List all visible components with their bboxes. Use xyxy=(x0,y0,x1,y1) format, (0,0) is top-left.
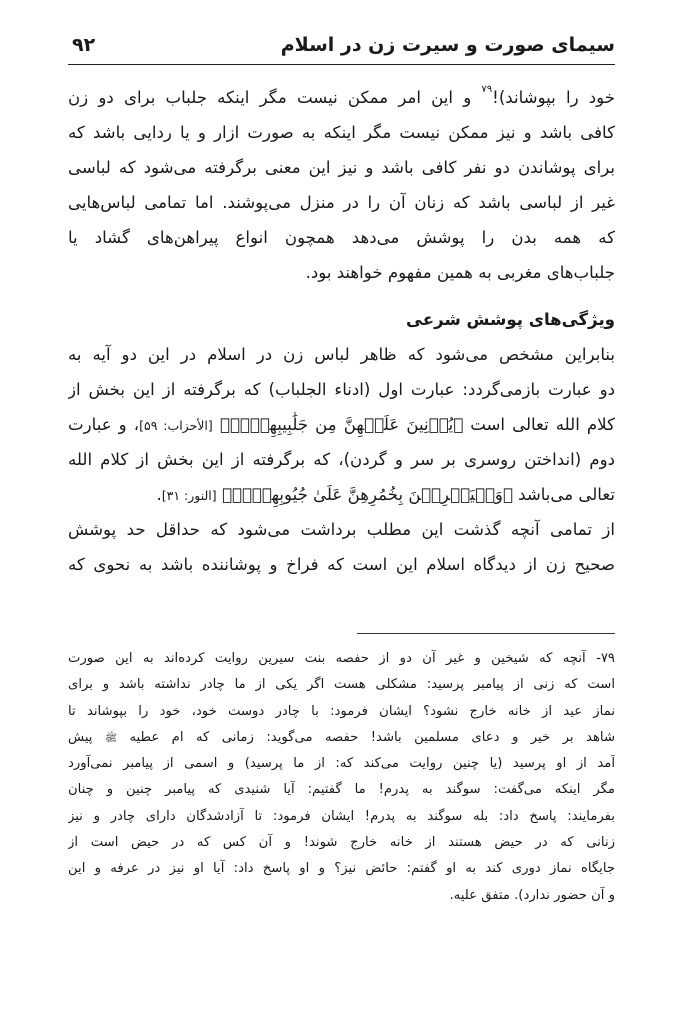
text-line: دوم (انداختن روسری بر سر و گردن)، که برگرفته از این بخش از کلام الله xyxy=(68,450,615,469)
footnote-line: ۷۹- آنچه که شیخین و غیر آن دو از حفصه بنت سیرین روایت کرده‌اند به این صورت xyxy=(68,651,615,666)
section-heading: ویژگی‌های پوشش شرعی xyxy=(406,310,615,329)
verse-reference: [الأحزاب: ۵۹] xyxy=(139,418,213,433)
footnote-line: شاهد بر خیر و دعای مسلمین باشد! حفصه می‌گوید: زمانی که ام عطیه ﷺ پیش xyxy=(68,729,615,745)
footnote-line: است که زنی از پیامبر پرسید: مشکلی هست اگر یکی از ما چادر نداشته باشد و برای xyxy=(68,677,615,693)
footnote-rule xyxy=(357,633,615,634)
footnote-line: آمد از او پرسید (یا چنین روایت می‌کند که: از ما پرسید) و اسمی از پیامبر نمی‌آورد xyxy=(68,756,615,772)
footnote xyxy=(68,646,615,909)
main-text xyxy=(68,80,615,582)
footnote-line: زنانی که در حیض هستند از خانه خارج شوند! و آن کس که در حیض است از xyxy=(68,835,615,851)
verse-reference: [النور: ۳۱] xyxy=(161,488,217,503)
text-line: کلام الله تعالی است ﴿يُدۡنِينَ عَلَيۡهِنَّ مِن جَلَٰبِيبِهِنَّۚ﴾ [الأحزاب: ۵۹]، و عبارت xyxy=(68,415,615,434)
text-line: دو عبارت بازمی‌گردد: عبارت اول (ادناء الجلباب) که برگرفته از این بخش از xyxy=(68,380,615,399)
text-line: تعالی می‌باشد ﴿وَلۡيَضۡرِبۡنَ بِخُمُرِهِنَّ عَلَىٰ جُيُوبِهِنَّۖ﴾ [النور: ۳۱]. xyxy=(156,485,615,504)
salutation-glyph: ﷺ xyxy=(104,732,118,744)
running-title: سیمای صورت و سیرت زن در اسلام xyxy=(280,34,615,56)
text-line: برای پوشاندن دو نفر کافی باشد و نیز این معنی برگرفته می‌شود که لباسی xyxy=(68,158,615,177)
text-line: خود را بپوشاند)!$^{۷۹}$ و این امر ممکن نیست مگر اینکه جلباب برای دو زن xyxy=(68,84,615,107)
quran-verse: ﴿وَلۡيَضۡرِبۡنَ بِخُمُرِهِنَّ عَلَىٰ جُيُوبِهِنَّۖ﴾ xyxy=(221,485,513,504)
text-line: جلباب‌های مغربی به همین مفهوم خواهند بود. xyxy=(305,263,615,282)
footnote-marker: ۷۹ xyxy=(481,84,493,95)
page-number: ۹۲ xyxy=(72,34,96,56)
text-line: غیر از لباسی باشد که زنان آن را در منزل می‌پوشند. اما تمامی لباس‌هایی xyxy=(68,193,615,212)
text-line: از تمامی آنچه گذشت این مطلب برداشت می‌شود که حداقل حد پوشش xyxy=(68,520,615,539)
footnote-line: مگر اینکه می‌گفت: سوگند به پدرم! ما گفتیم: آیا شنیدی که پیامبر چنین و چنان xyxy=(68,782,615,798)
header-rule xyxy=(68,64,615,65)
quran-verse: ﴿يُدۡنِينَ عَلَيۡهِنَّ مِن جَلَٰبِيبِهِنَّۚ﴾ xyxy=(219,415,464,434)
text-line: صحیح زن از دیدگاه اسلام این است که فراخ و پوشاننده باشد به نحوی که xyxy=(68,555,615,574)
footnote-line: نماز عید از خانه خارج نشود؟ ایشان فرمود: با چادر دوست خود، خود را بپوشاند تا xyxy=(68,703,615,719)
text-line: بنابراین مشخص می‌شود که ظاهر لباس زن در اسلام در این دو آیه به xyxy=(68,345,615,364)
text-line: که همه بدن را پوشش می‌دهد همچون انواع پیراهن‌های گشاد یا xyxy=(68,228,615,247)
footnote-line: جایگاه نماز دوری کند به او گفتم: حائض نیز؟ و او پاسخ داد: آیا او نیز در عرفه و این xyxy=(68,861,615,877)
page-header xyxy=(68,32,615,64)
footnote-line: و آن حضور ندارد). متفق علیه. xyxy=(449,887,615,903)
footnote-line: بفرمایند: پاسخ داد: بله سوگند به پدرم! ایشان فرمود: تا آزادشدگان دارای چادر و نیز xyxy=(68,808,615,824)
text-line: کافی باشد و نیز ممکن نیست مگر اینکه به صورت ازار و یا ردایی باشد که xyxy=(68,123,615,142)
